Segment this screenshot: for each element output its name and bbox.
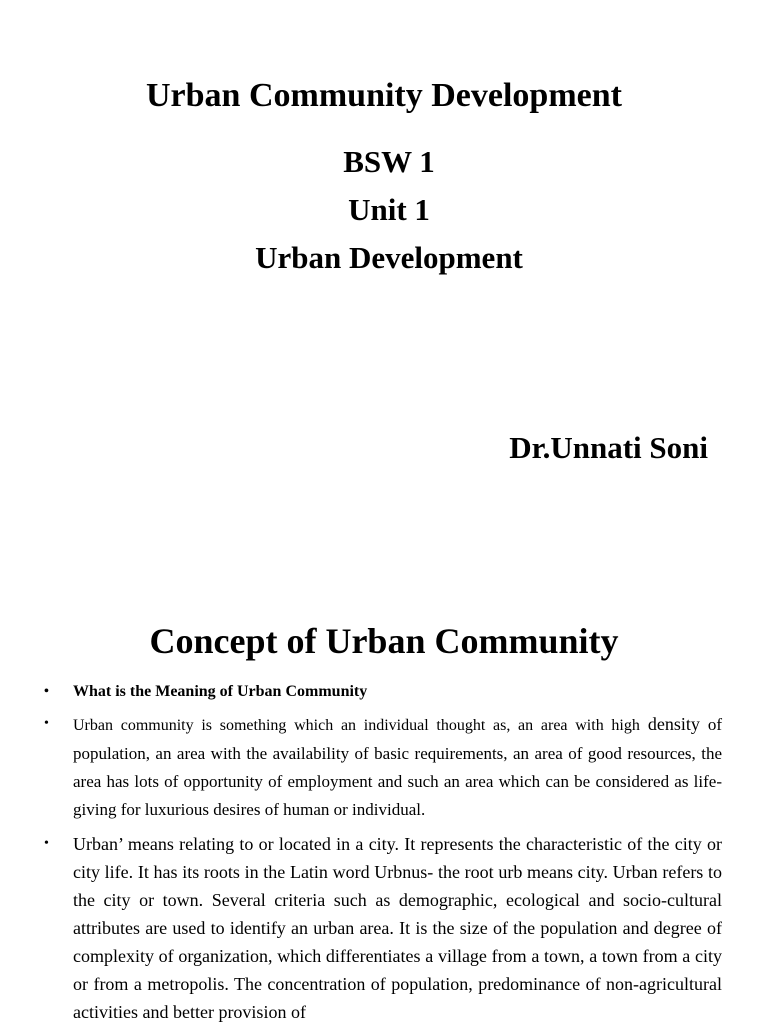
list-item	[40, 710, 722, 824]
subtitle-topic: Urban Development	[255, 240, 523, 275]
paragraph-lead-word: density	[647, 714, 700, 734]
author-name: Dr.Unnati Soni	[509, 430, 708, 465]
concept-title: Concept of Urban Community	[149, 621, 619, 661]
subtitle-course: BSW 1	[343, 144, 435, 179]
subtitle-unit: Unit 1	[348, 192, 430, 227]
list-item	[40, 830, 722, 1026]
concept-slide	[0, 590, 768, 1024]
subtitle-block	[0, 140, 768, 284]
paragraph-body: Urban’ means relating to or located in a city. It represents the characteristic of the city or city life. It has its roots in the Latin word Urbnus- the root urb means city. Urban refers to the city or town. Several criteria such as demographic, ecological and socio-cultural attributes are used to identify an urban area. It is the size of the population and degree of complexity of organization, which differentiates a village from a town, a town from a city or from a metropolis. The concentration of population, predominance of non-agricultural activities and better provision of	[73, 834, 722, 1022]
bullet-icon: •	[44, 836, 49, 851]
presentation-title: Urban Community Development	[146, 77, 622, 114]
bullet-list	[40, 680, 722, 1032]
question-text: What is the Meaning of Urban Community	[73, 683, 368, 700]
paragraph-lead: Urban community is something which an individual thought as, an area with high	[73, 717, 640, 734]
list-item	[40, 680, 722, 704]
bullet-icon: •	[44, 716, 49, 731]
bullet-icon: •	[44, 684, 49, 699]
paragraph-body: of population, an area with the availability of basic requirements, an area of good resources, the area has lots of opportunity of employment and such an area which can be considered as life-giving for luxurious desires of human or individual.	[73, 715, 723, 819]
